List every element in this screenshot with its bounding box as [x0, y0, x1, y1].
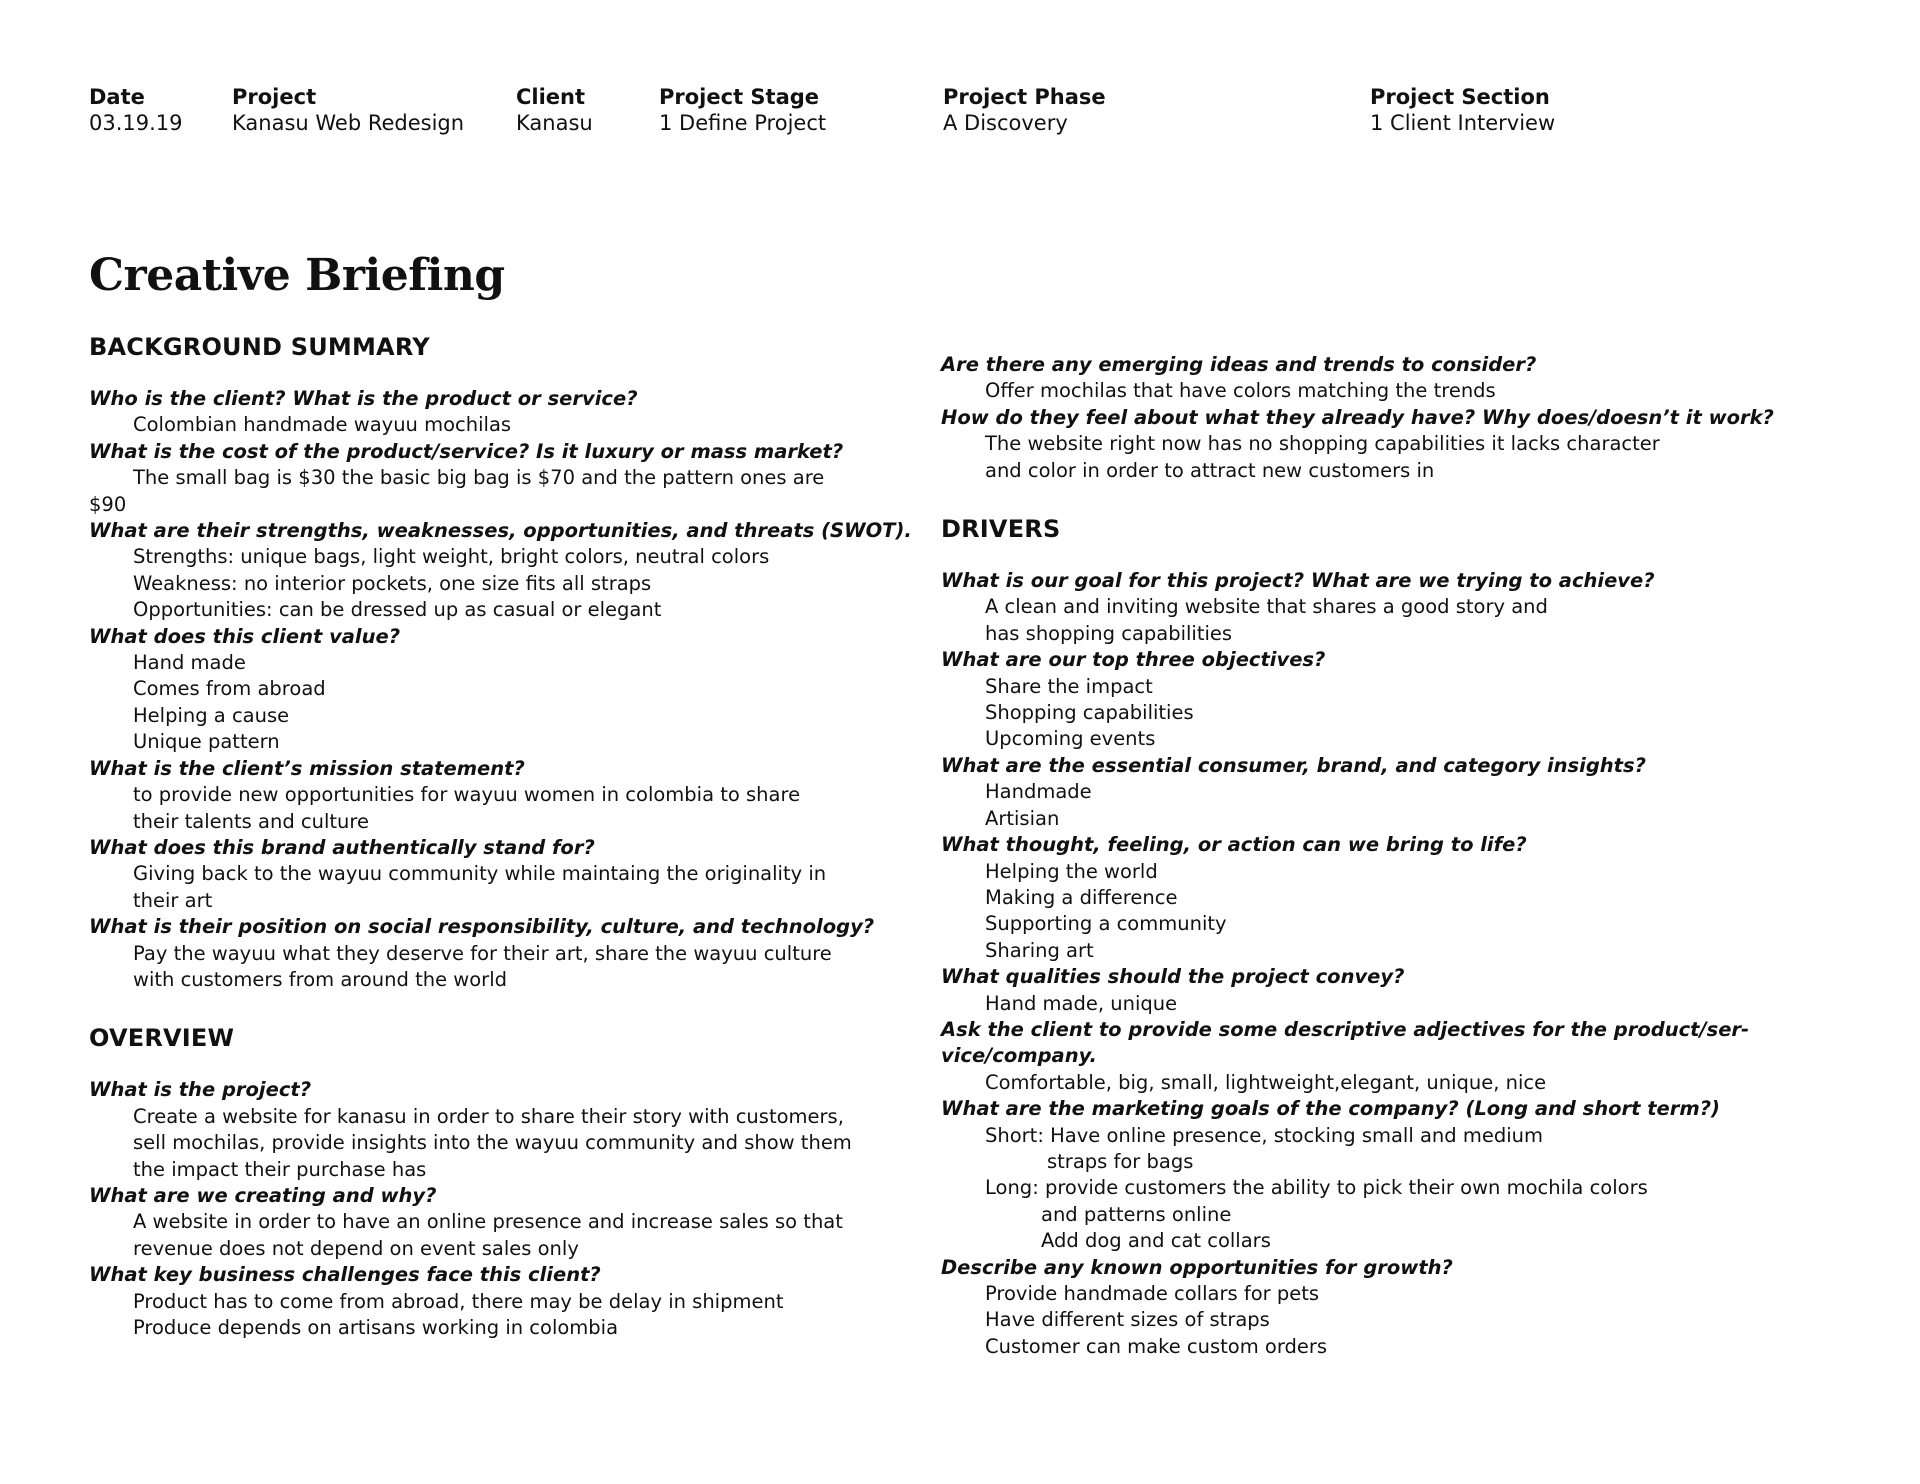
- overview-section: [89, 1021, 919, 1341]
- spacer: [941, 484, 1771, 512]
- answer: Add dog and cat collars: [1041, 1229, 1271, 1253]
- meta-value: 1 Define Project: [659, 111, 827, 135]
- question: What is the project?: [89, 1078, 312, 1102]
- meta-label: Project Phase: [943, 85, 1106, 109]
- meta-value: A Discovery: [943, 111, 1068, 135]
- meta-value: Kanasu: [516, 111, 593, 135]
- meta-project-section: [1370, 84, 1555, 136]
- question: vice/company.: [941, 1044, 1097, 1068]
- answer: Customer can make custom orders: [985, 1334, 1328, 1358]
- meta-value: Kanasu Web Redesign: [232, 111, 465, 135]
- answer: A clean and inviting website that shares a good story and: [985, 595, 1548, 619]
- answer: to provide new opportunities for wayuu women in colombia to share: [133, 783, 801, 807]
- question: How do they feel about what they already have? Why does/doesn’t it work?: [941, 405, 1774, 429]
- section-heading: BACKGROUND SUMMARY: [89, 333, 430, 361]
- meta-label: Project Section: [1370, 85, 1550, 109]
- question: Who is the client? What is the product or service?: [89, 387, 638, 410]
- question: What is their position on social responsibility, culture, and technology?: [89, 915, 875, 939]
- answer: and patterns online: [1041, 1202, 1232, 1226]
- question: What are our top three objectives?: [941, 648, 1326, 672]
- question: Are there any emerging ideas and trends to consider?: [941, 353, 1537, 376]
- right-column: [941, 352, 1774, 1360]
- meta-project: [232, 84, 464, 136]
- answer: Weakness: no interior pockets, one size fits all straps: [133, 571, 652, 595]
- question: What thought, feeling, or action can we bring to life?: [941, 833, 1527, 857]
- answer: Supporting a community: [985, 912, 1227, 936]
- answer: The small bag is $30 the basic big bag is $70 and the pattern ones are: [133, 466, 825, 490]
- answer: Hand made, unique: [985, 991, 1178, 1015]
- question: What does this client value?: [89, 624, 401, 648]
- question: Describe any known opportunities for growth?: [941, 1255, 1453, 1279]
- meta-label: Project: [232, 85, 317, 109]
- answer: and color in order to attract new customers in: [985, 458, 1435, 482]
- meta-label: Project Stage: [659, 85, 820, 109]
- answer: their art: [133, 888, 213, 912]
- meta-value: 03.19.19: [89, 111, 183, 135]
- answer: straps for bags: [1047, 1149, 1194, 1173]
- answer: Comfortable, big, small, lightweight,elegant, unique, nice: [985, 1070, 1547, 1094]
- question: What are the marketing goals of the company? (Long and short term?): [941, 1097, 1720, 1121]
- answer: Shopping capabilities: [985, 701, 1194, 725]
- background-summary-section: [89, 330, 919, 993]
- question: What key business challenges face this client?: [89, 1263, 601, 1287]
- answer: sell mochilas, provide insights into the wayuu community and show them: [133, 1131, 852, 1155]
- spacer: [89, 993, 919, 1021]
- meta-date: [89, 84, 183, 136]
- answer: revenue does not depend on event sales only: [133, 1236, 579, 1260]
- answer: Comes from abroad: [133, 677, 326, 701]
- answer: A website in order to have an online presence and increase sales so that: [133, 1210, 843, 1234]
- answer: Helping a cause: [133, 703, 290, 727]
- answer: Offer mochilas that have colors matching the trends: [985, 379, 1496, 403]
- meta-client: [516, 84, 593, 136]
- answer: Making a difference: [985, 885, 1178, 909]
- answer: Strengths: unique bags, light weight, bright colors, neutral colors: [133, 545, 770, 569]
- answer: Giving back to the wayuu community while maintaing the originality in: [133, 862, 827, 886]
- answer: Upcoming events: [985, 727, 1156, 751]
- section-heading: OVERVIEW: [89, 1024, 235, 1053]
- question: What is the cost of the product/service? Is it luxury or mass market?: [89, 439, 844, 463]
- answer: Helping the world: [985, 859, 1158, 883]
- answer: Handmade: [985, 780, 1092, 804]
- section-heading: DRIVERS: [941, 515, 1061, 544]
- answer: Provide handmade collars for pets: [985, 1282, 1320, 1305]
- meta-project-phase: [943, 84, 1106, 136]
- answer: with customers from around the world: [133, 967, 507, 991]
- answer: Opportunities: can be dressed up as casual or elegant: [133, 598, 662, 622]
- question: What is our goal for this project? What are we trying to achieve?: [941, 569, 1655, 593]
- answer: The website right now has no shopping capabilities it lacks character: [985, 432, 1660, 456]
- answer: Pay the wayuu what they deserve for their art, share the wayuu culture: [133, 941, 832, 965]
- drivers-section: [941, 512, 1771, 1360]
- answer: Create a website for kanasu in order to share their story with customers,: [133, 1104, 844, 1128]
- answer: Colombian handmade wayuu mochilas: [133, 413, 512, 437]
- meta-project-stage: [659, 84, 826, 136]
- meta-value: 1 Client Interview: [1370, 111, 1556, 135]
- question: What are the essential consumer, brand, and category insights?: [941, 753, 1646, 777]
- answer: Produce depends on artisans working in colombia: [133, 1316, 619, 1339]
- question: What is the client’s mission statement?: [89, 756, 525, 780]
- answer: the impact their purchase has: [133, 1157, 427, 1181]
- trends-section: [941, 352, 1774, 484]
- answer: Have different sizes of straps: [985, 1308, 1270, 1332]
- left-column: [89, 330, 919, 1341]
- meta-label: Client: [516, 85, 586, 109]
- question: What are we creating and why?: [89, 1183, 437, 1207]
- answer: has shopping capabilities: [985, 621, 1233, 645]
- answer: Long: provide customers the ability to pick their own mochila colors: [985, 1176, 1648, 1200]
- answer: their talents and culture: [133, 809, 369, 833]
- question: What are their strengths, weaknesses, opportunities, and threats (SWOT).: [89, 519, 912, 543]
- meta-label: Date: [89, 85, 145, 109]
- project-meta-header: [0, 84, 1920, 144]
- question: What qualities should the project convey?: [941, 965, 1405, 989]
- question: Ask the client to provide some descriptive adjectives for the product/ser-: [941, 1017, 1750, 1041]
- answer: Hand made: [133, 651, 246, 675]
- answer: Artisian: [985, 806, 1060, 830]
- answer: Short: Have online presence, stocking small and medium: [985, 1123, 1543, 1147]
- page-title: Creative Briefing: [89, 250, 505, 301]
- question: What does this brand authentically stand for?: [89, 835, 595, 859]
- answer: Share the impact: [985, 674, 1153, 698]
- answer: $90: [89, 492, 127, 516]
- answer: Unique pattern: [133, 730, 280, 754]
- answer: Sharing art: [985, 938, 1094, 962]
- answer: Product has to come from abroad, there may be delay in shipment: [133, 1289, 784, 1313]
